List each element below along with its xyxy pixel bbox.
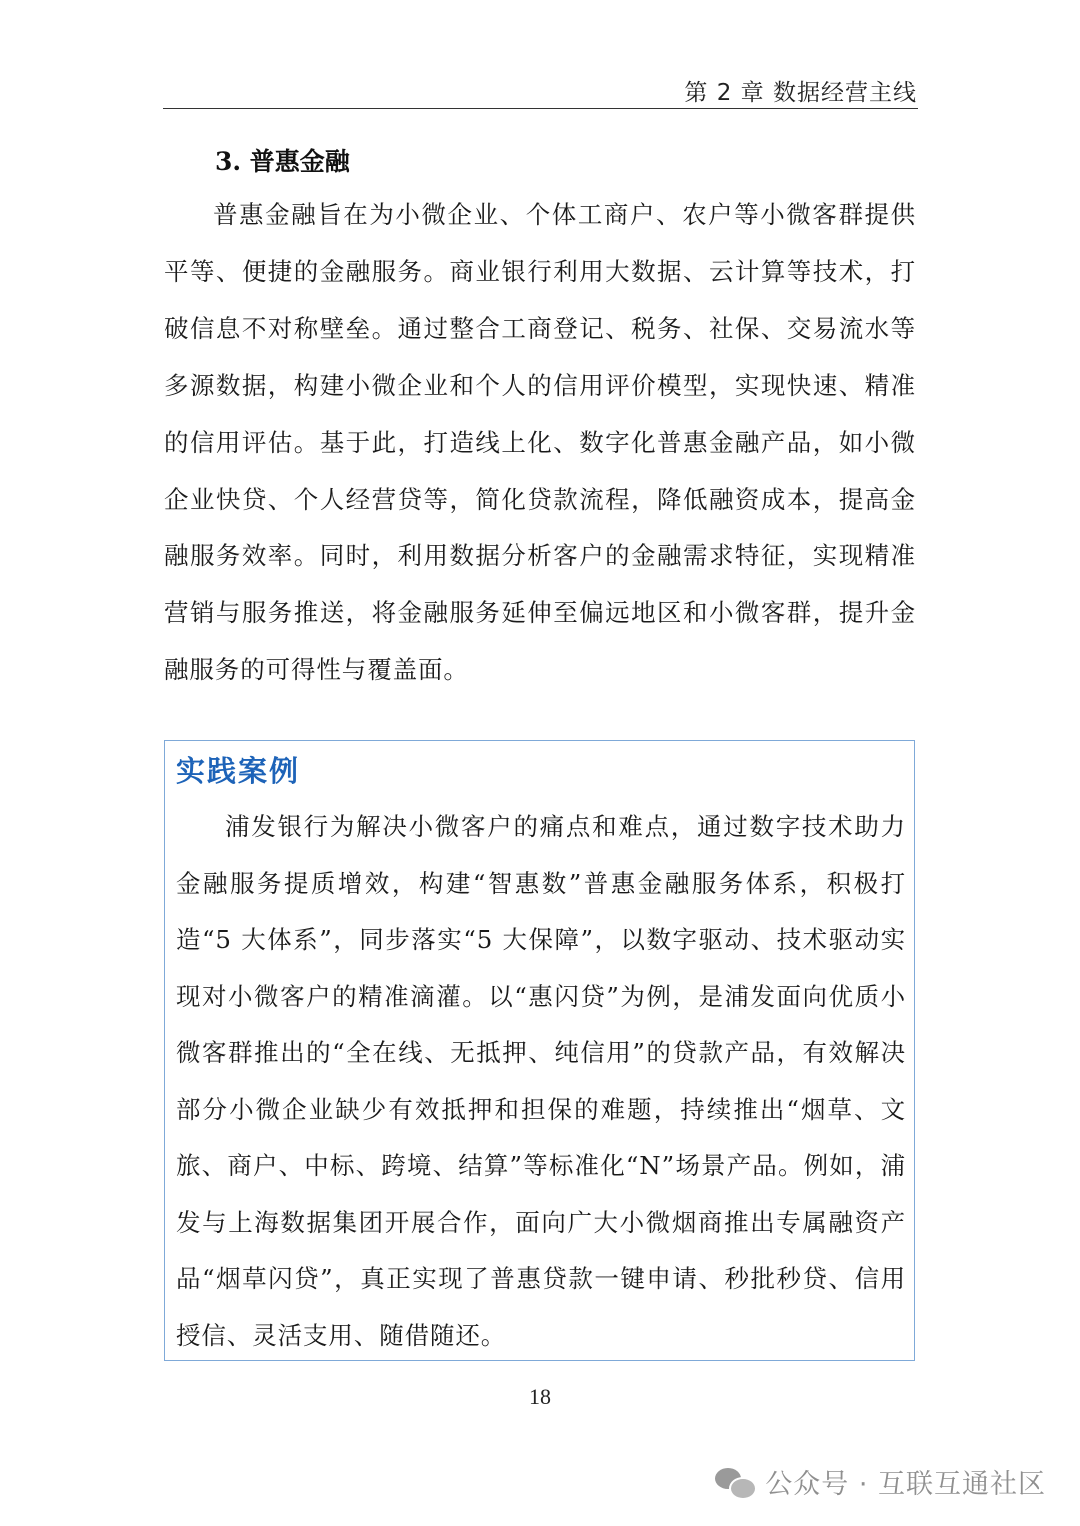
case-title: 实践案例 — [176, 754, 301, 788]
watermark — [715, 1462, 1046, 1501]
section-heading: 3. 普惠金融 — [215, 147, 350, 176]
wechat-icon — [715, 1466, 755, 1498]
case-text: 浦发银行为解决小微客户的痛点和难点，通过数字技术助力金融服务提质增效，构建“智惠数”普惠金融服务体系，积极打造“5 大体系”，同步落实“5 大保障”，以数字驱动、技术驱动实现对小微客户的精准滴灌。以“惠闪贷”为例，是浦发面向优质小微客群推出的“全在线、无抵押、纯信用”的贷款产品，有效解决部分小微企业缺少有效抵押和担保的难题，持续推出“烟草、文旅、商户、中标、跨境、结算”等标准化“N”场景产品。例如，浦发与上海数据集团开展合作，面向广大小微烟商推出专属融资产品“烟草闪贷”，真正实现了普惠贷款一键申请、秒批秒贷、信用授信、灵活支用、随借随还。 — [176, 812, 906, 1350]
running-header: 第 2 章 数据经营主线 — [684, 80, 917, 106]
page-number: 18 — [529, 1384, 551, 1409]
watermark-text: 公众号 · 互联互通社区 — [765, 1469, 1046, 1500]
header-divider — [163, 108, 918, 109]
body-paragraph: 普惠金融旨在为小微企业、个体工商户、农户等小微客群提供平等、便捷的金融服务。商业银行利用大数据、云计算等技术，打破信息不对称壁垒。通过整合工商登记、税务、社保、交易流水等多源数据，构建小微企业和个人的信用评价模型，实现快速、精准的信用评估。基于此，打造线上化、数字化普惠金融产品，如小微企业快贷、个人经营贷等，简化贷款流程，降低融资成本，提高金融服务效率。同时，利用数据分析客户的金融需求特征，实现精准营销与服务推送，将金融服务延伸至偏远地区和小微客群，提升金融服务的可得性与覆盖面。 — [164, 200, 916, 685]
practice-case-box — [164, 740, 915, 1361]
